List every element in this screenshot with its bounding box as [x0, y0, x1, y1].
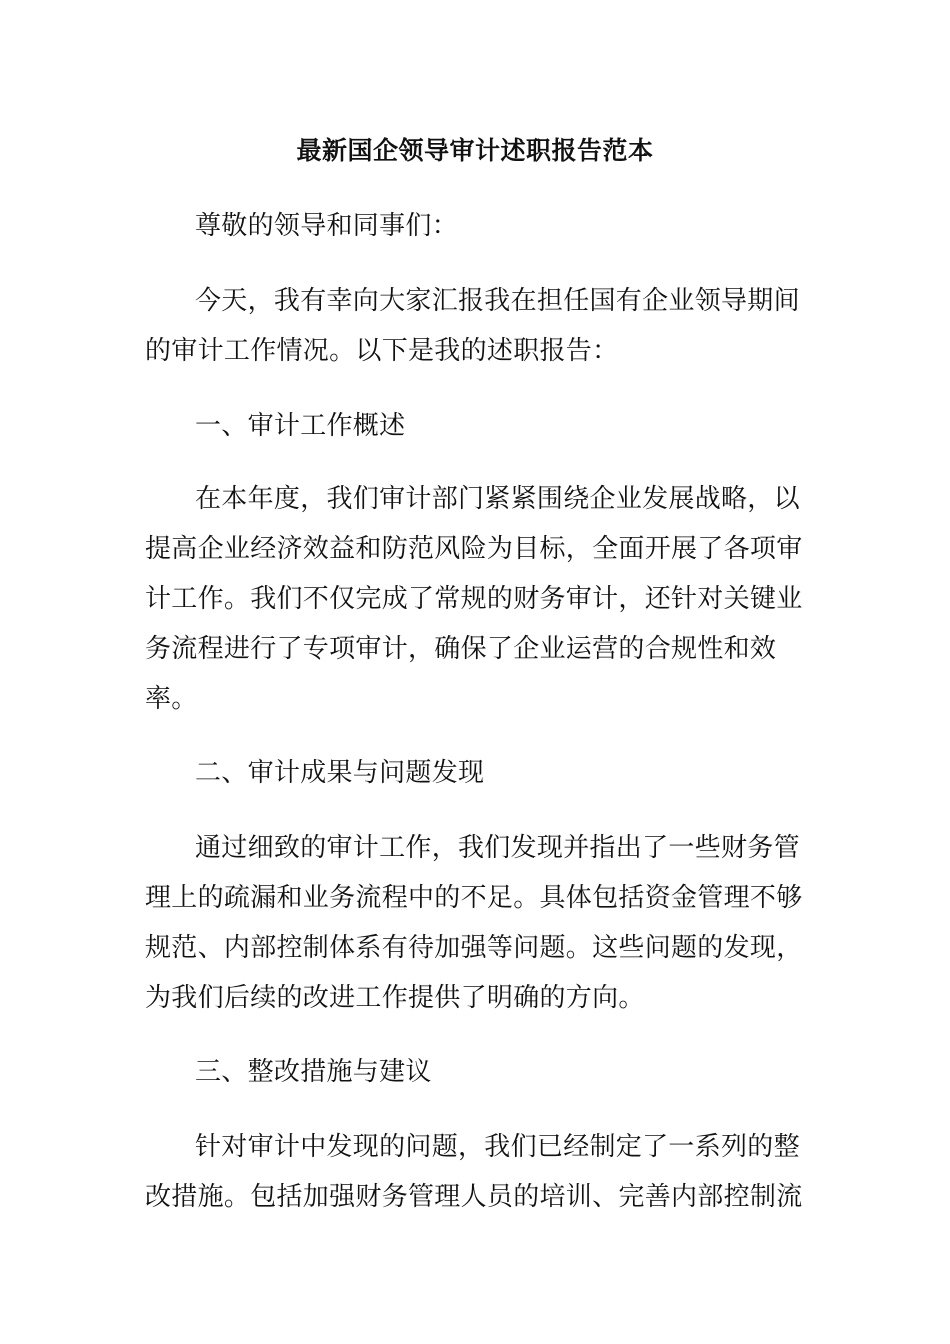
section-heading-2: 二、审计成果与问题发现: [195, 758, 485, 788]
salutation: 尊敬的领导和同事们：: [195, 211, 459, 241]
paragraph-line: 计工作。我们不仅完成了常规的财务审计，还针对关键业: [145, 584, 803, 614]
paragraph-line: 务流程进行了专项审计，确保了企业运营的合规性和效: [145, 634, 777, 664]
paragraph-line: 规范、内部控制体系有待加强等问题。这些问题的发现，: [145, 933, 803, 963]
paragraph-line: 在本年度，我们审计部门紧紧围绕企业发展战略，以: [195, 484, 800, 514]
section-heading-3: 三、整改措施与建议: [195, 1057, 432, 1087]
paragraph-line: 通过细致的审计工作，我们发现并指出了一些财务管: [195, 833, 800, 863]
paragraph-line: 理上的疏漏和业务流程中的不足。具体包括资金管理不够: [145, 883, 803, 913]
paragraph-line: 率。: [145, 684, 198, 714]
paragraph-line: 针对审计中发现的问题，我们已经制定了一系列的整: [195, 1132, 800, 1162]
paragraph-line: 改措施。包括加强财务管理人员的培训、完善内部控制流: [145, 1182, 803, 1212]
paragraph-line: 为我们后续的改进工作提供了明确的方向。: [145, 983, 645, 1013]
paragraph-line: 今天，我有幸向大家汇报我在担任国有企业领导期间: [195, 286, 800, 316]
paragraph-line: 提高企业经济效益和防范风险为目标，全面开展了各项审: [145, 534, 803, 564]
document-title: 最新国企领导审计述职报告范本: [296, 136, 654, 165]
paragraph-line: 的审计工作情况。以下是我的述职报告：: [145, 336, 619, 366]
section-heading-1: 一、审计工作概述: [195, 411, 406, 441]
